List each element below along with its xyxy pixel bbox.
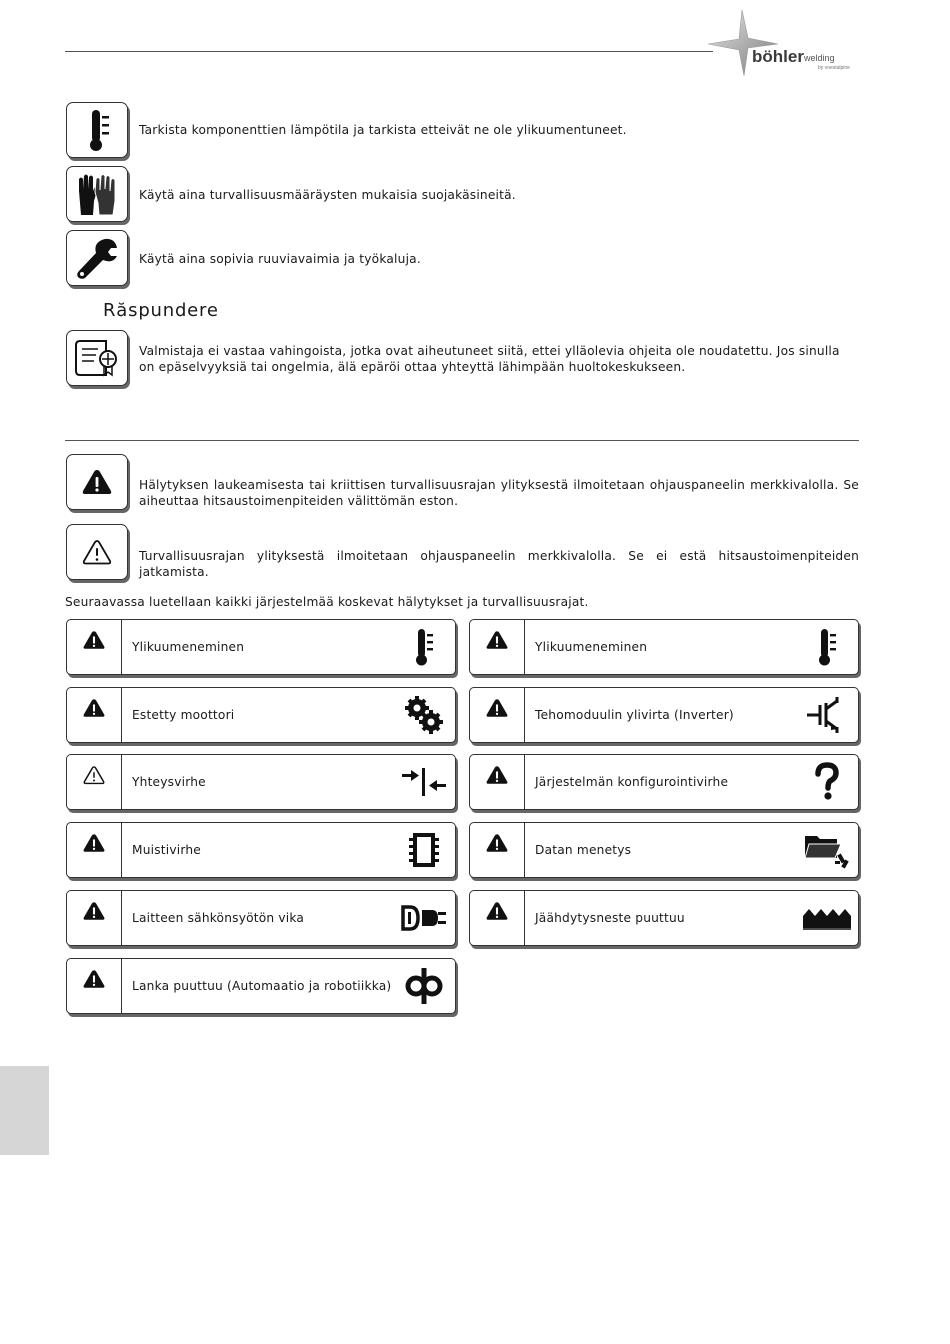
alarm-row	[469, 619, 859, 675]
alarm-row	[469, 754, 859, 810]
alarm-label: Lanka puuttuu (Automaatio ja robotiikka)	[132, 979, 392, 993]
liability-text: Valmistaja ei vastaa vahingoista, jotka ovat aiheutuneet siitä, ettei ylläolevia ohjeita ole noudatettu. Jos sinulla on epäselvyyksiä tai ongelmia, älä epäröi ottaa yhteyttä lähimpään huoltokeskukseen.	[139, 344, 840, 374]
alarm-label: Tehomoduulin ylivirta (Inverter)	[535, 708, 734, 722]
safety-text-temperature: Tarkista komponenttien lämpötila ja tarkista etteivät ne ole ylikuumentuneet.	[139, 123, 627, 137]
folder-data-icon	[802, 829, 852, 871]
thermometer-icon	[802, 626, 852, 668]
logo-tagline: by voestalpine	[818, 65, 850, 71]
alarm-row	[66, 958, 456, 1014]
wrench-icon	[75, 236, 119, 280]
wire-spool-icon	[399, 965, 449, 1007]
warning-legend-icon-box	[66, 524, 128, 580]
alarm-legend-icon-box	[66, 454, 128, 510]
alarm-filled-icon	[67, 959, 122, 1013]
warning-outline-icon	[82, 539, 112, 565]
igbt-transistor-icon	[802, 694, 852, 736]
alarm-label: Jäähdytysneste puuttuu	[535, 911, 685, 925]
alarm-label: Muistivirhe	[132, 843, 201, 857]
alarm-label: Järjestelmän konfigurointivirhe	[535, 775, 729, 789]
alarm-filled-icon	[470, 891, 525, 945]
alarm-filled-icon	[82, 469, 112, 495]
safety-text-tools: Käytä aina sopivia ruuviavaimia ja työkaluja.	[139, 252, 421, 266]
certificate-document-icon-box	[66, 330, 128, 386]
alarm-row	[66, 890, 456, 946]
gloves-icon-box	[66, 166, 128, 222]
alarm-row	[66, 754, 456, 810]
certificate-document-icon	[72, 335, 122, 381]
gears-icon	[399, 694, 449, 736]
alarm-row	[469, 890, 859, 946]
bohler-logo	[708, 8, 868, 78]
side-tab	[0, 1066, 49, 1155]
alarm-legend-text: Hälytyksen laukeamisesta tai kriittisen turvallisuusrajan ylityksestä ilmoitetaan ohjauspaneelin merkkivalolla. Se aiheuttaa hitsaustoimenpiteiden välittömän eston.	[139, 478, 859, 508]
logo-brand: böhler	[752, 47, 804, 66]
alarm-filled-icon	[470, 823, 525, 877]
alarm-label: Ylikuumeneminen	[132, 640, 245, 654]
alarm-filled-icon	[470, 755, 525, 809]
alarm-row	[66, 822, 456, 878]
alarm-label: Yhteysvirhe	[132, 775, 206, 789]
alarm-filled-icon	[67, 891, 122, 945]
warning-outline-icon	[67, 755, 122, 809]
alarm-list-intro: Seuraavassa luetellaan kaikki järjestelmää koskevat hälytykset ja turvallisuusrajat.	[65, 595, 589, 609]
alarm-row	[66, 687, 456, 743]
thermometer-icon	[79, 107, 115, 153]
alarm-label: Datan menetys	[535, 843, 632, 857]
header-rule	[65, 51, 713, 52]
logo-suffix: welding	[804, 53, 835, 63]
coolant-level-icon	[802, 897, 852, 939]
warning-legend-text: Turvallisuusrajan ylityksestä ilmoitetaan ohjauspaneelin merkkivalolla. Se ei estä hitsaustoimenpiteiden jatkamista.	[139, 549, 859, 579]
alarm-filled-icon	[470, 620, 525, 674]
gloves-icon	[75, 171, 119, 217]
thermometer-icon	[399, 626, 449, 668]
section-rule	[65, 440, 859, 441]
alarm-filled-icon	[67, 688, 122, 742]
alarm-row	[469, 687, 859, 743]
alarm-filled-icon	[67, 823, 122, 877]
connection-arrows-icon	[399, 761, 449, 803]
liability-heading: Răspundere	[103, 300, 219, 321]
alarm-row	[469, 822, 859, 878]
alarm-label: Laitteen sähkönsyötön vika	[132, 911, 305, 925]
safety-text-gloves: Käytä aina turvallisuusmääräysten mukaisia suojakäsineitä.	[139, 188, 516, 202]
power-plug-icon	[399, 897, 449, 939]
thermometer-icon-box	[66, 102, 128, 158]
star-logo-icon	[708, 8, 780, 78]
alarm-row	[66, 619, 456, 675]
alarm-filled-icon	[470, 688, 525, 742]
wrench-icon-box	[66, 230, 128, 286]
alarm-filled-icon	[67, 620, 122, 674]
question-mark-icon	[802, 761, 852, 803]
alarm-label: Estetty moottori	[132, 708, 235, 722]
alarm-label: Ylikuumeneminen	[535, 640, 648, 654]
memory-chip-icon	[399, 829, 449, 871]
